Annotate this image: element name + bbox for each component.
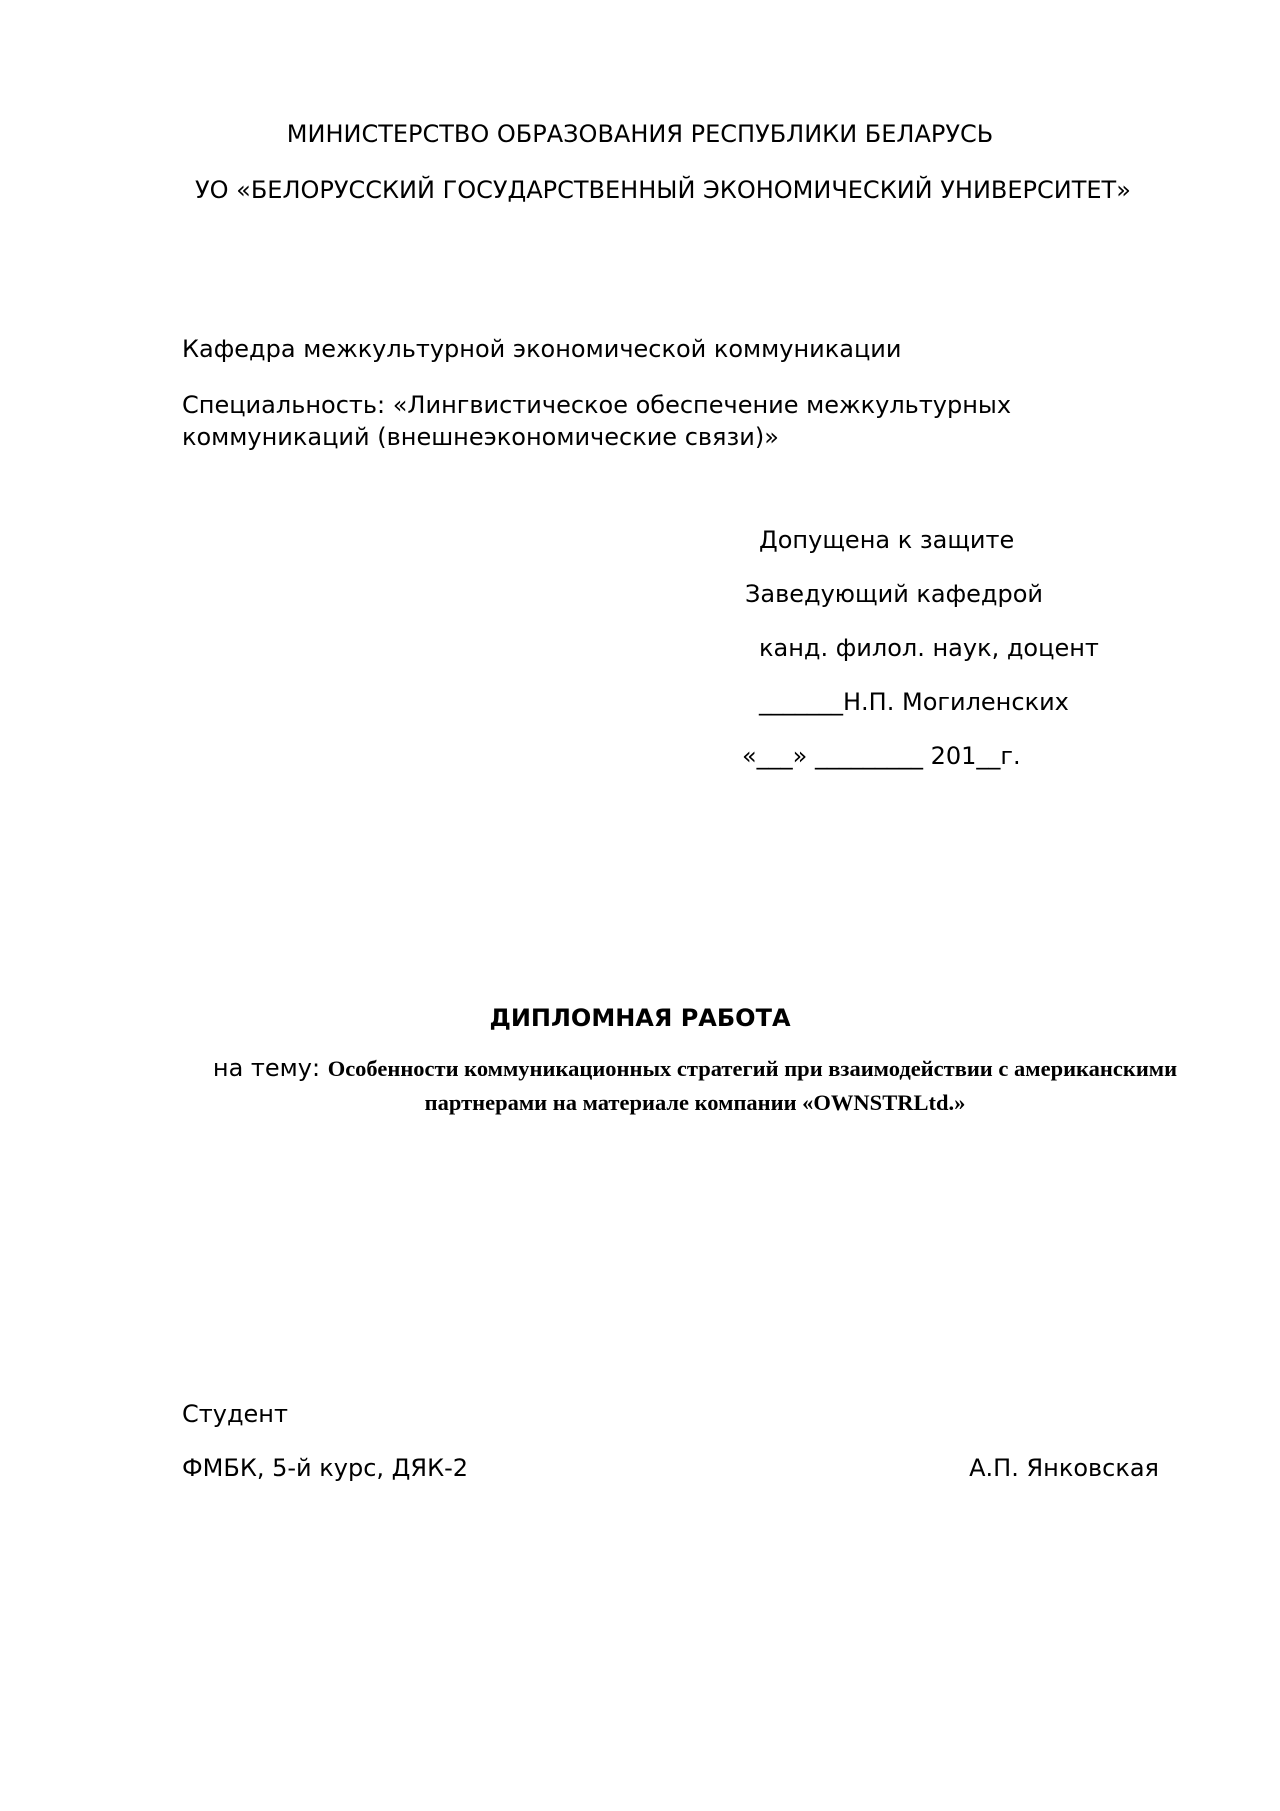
specialty-line-2: коммуникаций (внешнеэкономические связи)» xyxy=(182,423,779,451)
specialty-line-1: Специальность: «Лингвистическое обеспечение межкультурных xyxy=(182,391,1012,419)
thesis-title: ДИПЛОМНАЯ РАБОТА xyxy=(489,1004,791,1032)
head-of-department: Заведующий кафедрой xyxy=(745,580,1044,608)
student-name: А.П. Янковская xyxy=(969,1454,1159,1482)
thesis-topic xyxy=(170,1052,1220,1121)
admitted-to-defense: Допущена к защите xyxy=(759,526,1015,554)
ministry-heading: МИНИСТЕРСТВО ОБРАЗОВАНИЯ РЕСПУБЛИКИ БЕЛАРУСЬ xyxy=(286,120,994,148)
department-name: Кафедра межкультурной экономической коммуникации xyxy=(182,335,902,363)
head-signature-name: _______Н.П. Могиленских xyxy=(759,688,1069,716)
academic-degree: канд. филол. наук, доцент xyxy=(759,634,1099,662)
topic-prefix: на тему: xyxy=(212,1054,328,1082)
topic-row-1 xyxy=(170,1052,1220,1087)
topic-line-2: партнерами на материале компании «OWNSTRLtd.» xyxy=(424,1090,966,1115)
student-label: Студент xyxy=(182,1400,288,1428)
topic-row-2 xyxy=(170,1087,1220,1121)
student-group: ФМБК, 5-й курс, ДЯК-2 xyxy=(182,1454,469,1482)
topic-line-1: Особенности коммуникационных стратегий при взаимодействии с американскими xyxy=(327,1056,1178,1081)
university-heading: УО «БЕЛОРУССКИЙ ГОСУДАРСТВЕННЫЙ ЭКОНОМИЧЕСКИЙ УНИВЕРСИТЕТ» xyxy=(195,176,1131,204)
approval-date-line: «___» _________ 201__г. xyxy=(742,742,1021,770)
